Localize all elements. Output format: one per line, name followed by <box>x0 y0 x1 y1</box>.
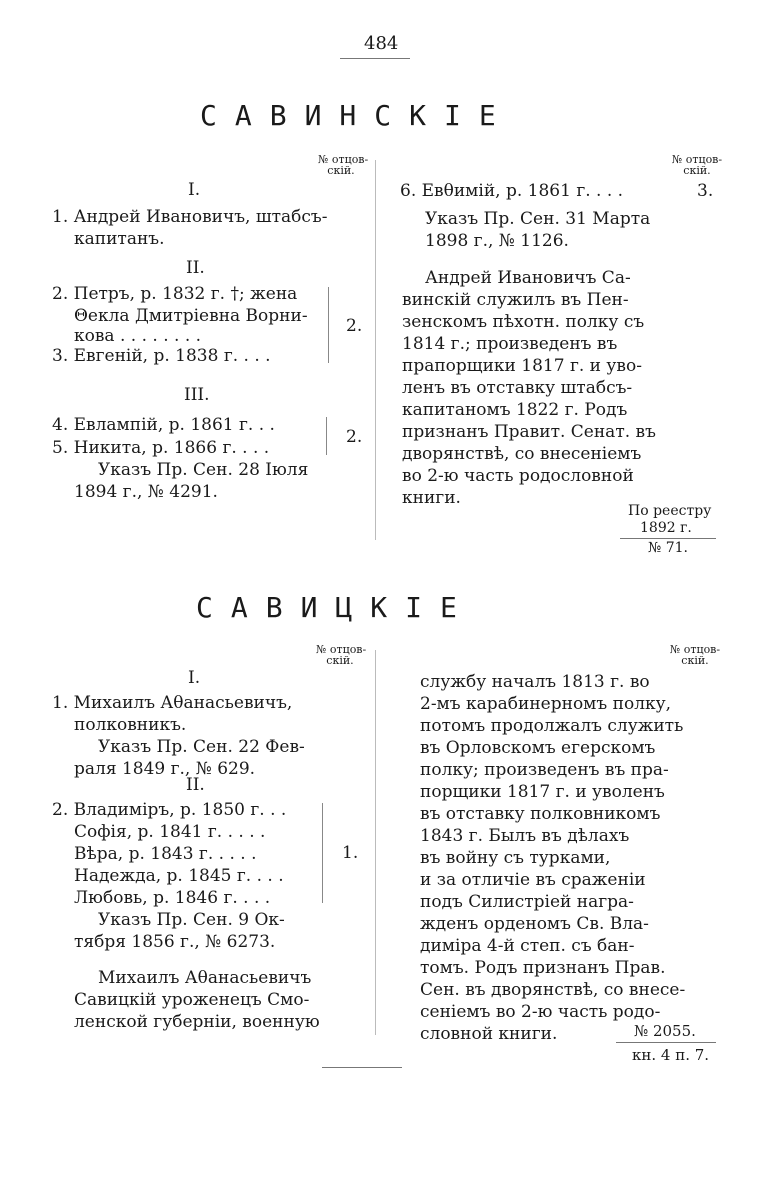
s2-ref-rule <box>616 1042 716 1043</box>
s2-ref-line2: кн. 4 п. 7. <box>632 1046 710 1064</box>
s2-bio-right-line-1: службу началъ 1813 г. во <box>420 672 650 692</box>
s2-child-5: Любовь, р. 1846 г. . . . <box>74 888 271 908</box>
bracket-generation-2 <box>328 287 329 363</box>
entry-2-line1: 2. Петръ, р. 1832 г. †; жена <box>52 284 298 304</box>
registry-ref-line3: № 71. <box>648 540 688 556</box>
s2-bio-right-line-12: жденъ орденомъ Св. Вла- <box>420 914 649 934</box>
s2-entry-1-line1: 1. Михаилъ Аθанасьевичъ, <box>52 693 293 713</box>
s2-ukaz-2-line2: тября 1856 г., № 6273. <box>74 932 276 952</box>
s2-bio-right-line-17: словной книги. <box>420 1024 558 1044</box>
s2-bio-right-line-10: и за отличіе въ сраженіи <box>420 870 646 890</box>
entry-6: 6. Евθимій, р. 1861 г. . . . <box>400 181 624 201</box>
s2-bio-right-line-3: потомъ продолжалъ служить <box>420 716 684 736</box>
column-header-right-line2: скій. <box>683 164 711 177</box>
father-number-gen3: 2. <box>346 427 363 447</box>
s2-bio-right-line-16: сеніемъ во 2-ю часть родо- <box>420 1002 661 1022</box>
column-header-right-line1: № отцов- <box>671 153 723 166</box>
generation-2: II. <box>186 258 205 278</box>
s2-child-2: Софія, р. 1841 г. . . . . <box>74 822 266 842</box>
column-header-left-2 <box>316 643 367 667</box>
s2-ukaz-2-line1: Указъ Пр. Сен. 9 Ок- <box>98 910 285 930</box>
father-number-entry-6: 3. <box>697 181 714 201</box>
column-header-right <box>670 154 724 176</box>
biography-line-8: признанъ Правит. Сенат. въ <box>402 422 656 442</box>
bottom-rule <box>322 1067 402 1068</box>
biography-line-6: ленъ въ отставку штабсъ- <box>402 378 633 398</box>
biography-line-5: прапорщики 1817 г. и уво- <box>402 356 642 376</box>
entry-1-line2: капитанъ. <box>74 229 165 249</box>
s2-ref-line1: № 2055. <box>634 1022 696 1040</box>
page-number-rule <box>340 58 410 59</box>
column-divider-1 <box>375 160 376 540</box>
section-title-savitskie: САВИЦКIЕ <box>196 591 475 624</box>
s2-bio-right-line-6: порщики 1817 г. и уволенъ <box>420 782 665 802</box>
entry-1-line1: 1. Андрей Ивановичъ, штабсъ- <box>52 207 328 227</box>
bracket-generation-3 <box>326 417 327 455</box>
column-header-left-line2: скій. <box>327 164 355 177</box>
s2-bio-right-line-9: въ войну съ турками, <box>420 848 611 868</box>
column-header-left <box>318 153 369 177</box>
s2-bio-left-line-2: Савицкій уроженецъ Смо- <box>74 990 310 1010</box>
bracket-s2-generation-2 <box>322 803 323 903</box>
ukaz-1-line1: Указъ Пр. Сен. 28 Іюля <box>98 460 309 480</box>
section-title-savinskie: САВИНСКIЕ <box>200 99 514 132</box>
column-header-right-2 <box>668 644 722 666</box>
s2-ukaz-1-line1: Указъ Пр. Сен. 22 Фев- <box>98 737 305 757</box>
entry-5: 5. Никита, р. 1866 г. . . . <box>52 438 270 458</box>
s2-bio-right-line-4: въ Орловскомъ егерскомъ <box>420 738 656 758</box>
biography-line-7: капитаномъ 1822 г. Родъ <box>402 400 628 420</box>
biography-line-2: винскій служилъ въ Пен- <box>402 290 629 310</box>
s2-bio-left-line-3: ленской губерніи, военную <box>74 1012 320 1032</box>
s2-bio-right-line-11: подъ Силистріей награ- <box>420 892 634 912</box>
column-header-left-2-line1: № отцов- <box>316 643 367 656</box>
s2-bio-right-line-15: Сен. въ дворянствѣ, со внесе- <box>420 980 686 1000</box>
s2-child-1: 2. Владиміръ, р. 1850 г. . . <box>52 800 287 820</box>
ukaz-1-line2: 1894 г., № 4291. <box>74 482 218 502</box>
registry-ref-rule <box>620 538 716 539</box>
biography-line-11: книги. <box>402 488 461 508</box>
generation-1-s2: I. <box>188 668 201 688</box>
registry-ref-line2: 1892 г. <box>640 520 692 536</box>
generation-1: I. <box>188 180 201 200</box>
generation-2-s2: II. <box>186 775 205 795</box>
page-number: 484 <box>364 33 399 54</box>
registry-ref-line1: По реестру <box>628 503 712 519</box>
ukaz-2-line1: Указъ Пр. Сен. 31 Марта <box>425 209 651 229</box>
s2-bio-right-line-7: въ отставку полковникомъ <box>420 804 661 824</box>
s2-child-4: Надежда, р. 1845 г. . . . <box>74 866 284 886</box>
column-header-right-2-line1: № отцов- <box>669 643 721 656</box>
biography-line-3: зенскомъ пѣхотн. полку съ <box>402 312 645 332</box>
biography-line-10: во 2-ю часть родословной <box>402 466 634 486</box>
s2-bio-right-line-13: диміра 4-й степ. съ бан- <box>420 936 635 956</box>
column-header-left-2-line2: скій. <box>326 654 354 667</box>
s2-bio-right-line-14: томъ. Родъ признанъ Прав. <box>420 958 666 978</box>
s2-bio-right-line-2: 2-мъ карабинерномъ полку, <box>420 694 672 714</box>
entry-3: 3. Евгеній, р. 1838 г. . . . <box>52 346 271 366</box>
column-header-right-2-line2: скій. <box>681 654 709 667</box>
entry-2-line2: Θекла Дмитріевна Ворни- <box>74 306 308 326</box>
s2-bio-left-line-1: Михаилъ Аθанасьевичъ <box>98 968 312 988</box>
s2-child-3: Вѣра, р. 1843 г. . . . . <box>74 844 257 864</box>
s2-father-number-gen2: 1. <box>342 843 359 863</box>
s2-ukaz-1-line2: раля 1849 г., № 629. <box>74 759 256 779</box>
entry-2-line3: кова . . . . . . . . <box>74 326 202 346</box>
biography-line-4: 1814 г.; произведенъ въ <box>402 334 618 354</box>
column-divider-2 <box>375 650 376 1035</box>
s2-bio-right-line-5: полку; произведенъ въ пра- <box>420 760 669 780</box>
father-number-gen2: 2. <box>346 316 363 336</box>
s2-bio-right-line-8: 1843 г. Былъ въ дѣлахъ <box>420 826 630 846</box>
column-header-left-line1: № отцов- <box>318 153 369 166</box>
biography-line-1: Андрей Ивановичъ Са- <box>425 268 631 288</box>
entry-4: 4. Евлампій, р. 1861 г. . . <box>52 415 275 435</box>
ukaz-2-line2: 1898 г., № 1126. <box>425 231 569 251</box>
generation-3: III. <box>184 385 210 405</box>
s2-entry-1-line2: полковникъ. <box>74 715 187 735</box>
biography-line-9: дворянствѣ, со внесеніемъ <box>402 444 642 464</box>
